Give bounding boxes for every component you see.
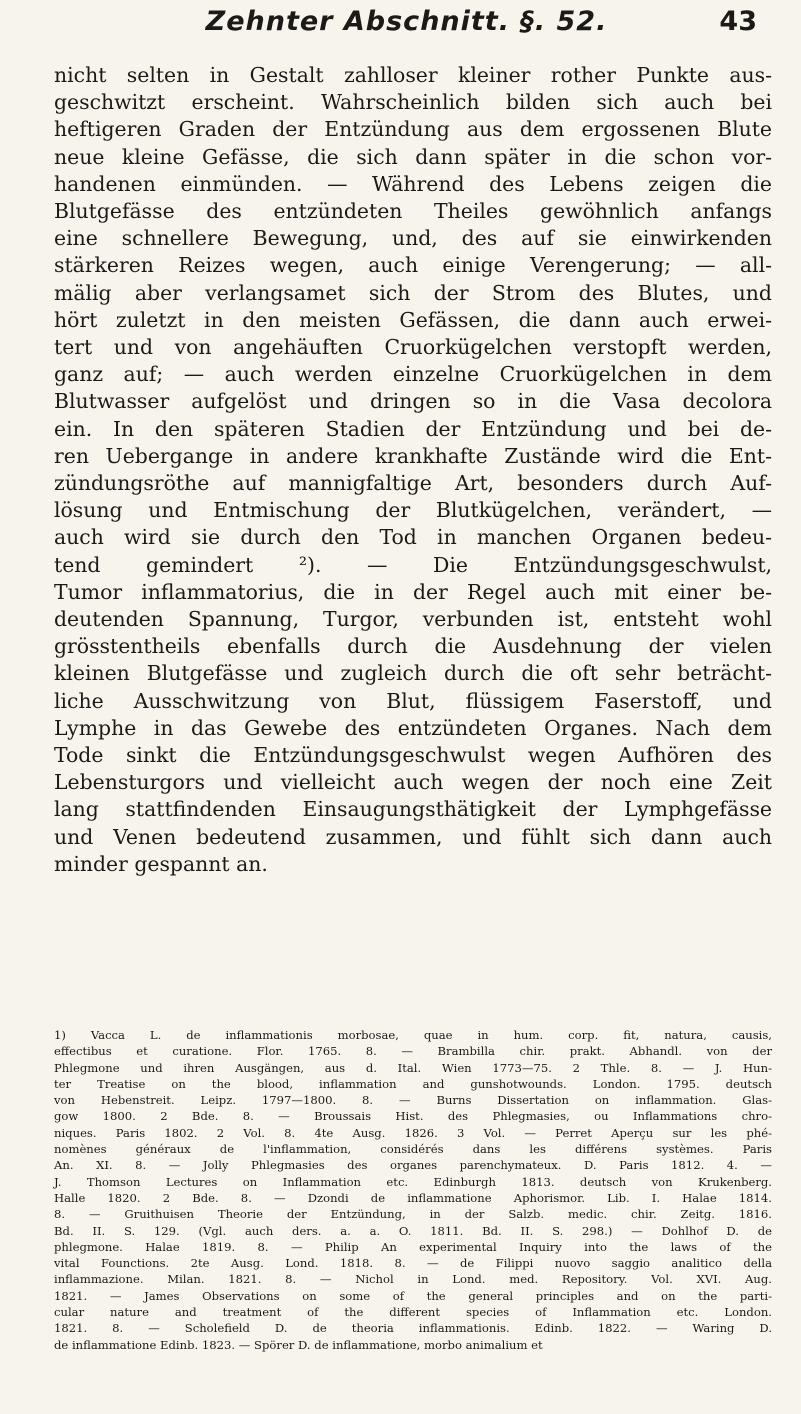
- footnote-line: de inflammatione Edinb. 1823. — Spörer D. de inflammatione, morbo animalium et: [54, 1337, 543, 1352]
- text-line: heftigeren Graden der Entzündung aus dem ergossenen Blute: [54, 117, 772, 142]
- footnote-line: 1821. — James Observations on some of the general principles and on the parti-: [54, 1288, 772, 1303]
- footnote-line: Halle 1820. 2 Bde. 8. — Dzondi de inflammatione Aphorismor. Lib. I. Halae 1814.: [54, 1190, 772, 1205]
- text-line: und Venen bedeutend zusammen, und fühlt sich dann auch: [54, 824, 772, 849]
- footnote-line: vital Founctions. 2te Ausg. Lond. 1818. 8. — de Filippi nuovo saggio analitico della: [54, 1256, 772, 1271]
- footnote-line: 1821. 8. — Scholefield D. de theoria inflammationis. Edinb. 1822. — Waring D.: [54, 1321, 772, 1336]
- text-line: Lymphe in das Gewebe des entzündeten Organes. Nach dem: [54, 715, 772, 740]
- footnote-line: J. Thomson Lectures on Inflammation etc. Edinburgh 1813. deutsch von Krukenberg.: [54, 1174, 772, 1189]
- footnote-line: von Hebenstreit. Leipz. 1797—1800. 8. — Burns Dissertation on inflammation. Glas-: [54, 1093, 772, 1108]
- text-line: ganz auf; — auch werden einzelne Cruorkügelchen in dem: [54, 362, 772, 387]
- footnote-line: An. XI. 8. — Jolly Phlegmasies des organes parenchymateux. D. Paris 1812. 4. —: [54, 1158, 772, 1173]
- footnote-line: 8. — Gruithuisen Theorie der Entzündung, in der Salzb. medic. chir. Zeitg. 1816.: [54, 1207, 772, 1222]
- text-line: kleinen Blutgefässe und zugleich durch die oft sehr beträcht-: [54, 661, 772, 686]
- text-line: lösung und Entmischung der Blutkügelchen, verändert, —: [54, 498, 772, 523]
- footnote-line: effectibus et curatione. Flor. 1765. 8. — Brambilla chir. prakt. Abhandl. von der: [54, 1044, 772, 1059]
- text-line: Blutgefässe des entzündeten Theiles gewöhnlich anfangs: [54, 199, 772, 224]
- footnotes: [54, 1027, 772, 1353]
- footnote-line: inflammazione. Milan. 1821. 8. — Nichol in Lond. med. Repository. Vol. XVI. Aug.: [54, 1272, 772, 1287]
- text-line: Tode sinkt die Entzündungsgeschwulst wegen Aufhören des: [54, 743, 772, 768]
- running-head: [56, 6, 757, 46]
- footnote-line: nomènes généraux de l'inflammation, considérés dans les différens systèmes. Paris: [54, 1142, 772, 1157]
- page-number: 43: [719, 6, 757, 37]
- footnote-line: cular nature and treatment of the different species of Inflammation etc. London.: [54, 1305, 772, 1320]
- text-line: ren Uebergange in andere krankhafte Zustände wird die Ent-: [54, 443, 772, 468]
- footnote-line: ter Treatise on the blood, inflammation and gunshotwounds. London. 1795. deutsch: [54, 1076, 772, 1091]
- footnote-line: 1) Vacca L. de inflammationis morbosae, quae in hum. corp. fit, natura, causis,: [54, 1028, 772, 1042]
- main-text: [54, 62, 772, 878]
- text-line: nicht selten in Gestalt zahlloser kleiner rother Punkte aus-: [54, 63, 772, 87]
- text-line: liche Ausschwitzung von Blut, flüssigem Faserstoff, und: [54, 688, 772, 713]
- text-line: auch wird sie durch den Tod in manchen Organen bedeu-: [54, 525, 772, 550]
- text-line: handenen einmünden. — Während des Lebens zeigen die: [54, 171, 772, 196]
- footnote-line: niques. Paris 1802. 2 Vol. 8. 4te Ausg. 1826. 3 Vol. — Perret Aperçu sur les phé-: [54, 1125, 772, 1140]
- text-line: geschwitzt erscheint. Wahrscheinlich bilden sich auch bei: [54, 90, 772, 115]
- text-line: zündungsröthe auf mannigfaltige Art, besonders durch Auf-: [54, 471, 772, 496]
- text-line: Tumor inflammatorius, die in der Regel auch mit einer be-: [54, 579, 772, 604]
- footnote-line: Phlegmone und ihren Ausgängen, aus d. Ital. Wien 1773—75. 2 Thle. 8. — J. Hun-: [54, 1060, 772, 1075]
- text-line: neue kleine Gefässe, die sich dann später in die schon vor-: [54, 144, 772, 169]
- text-line: Lebensturgors und vielleicht auch wegen der noch eine Zeit: [54, 770, 772, 795]
- footnote-line: Bd. II. S. 129. (Vgl. auch ders. a. a. O. 1811. Bd. II. S. 298.) — Dohlhof D. de: [54, 1223, 772, 1238]
- text-line: ein. In den späteren Stadien der Entzündung und bei de-: [54, 416, 772, 441]
- text-line: mälig aber verlangsamet sich der Strom des Blutes, und: [54, 280, 772, 305]
- text-line: stärkeren Reizes wegen, auch einige Verengerung; — all-: [54, 253, 772, 278]
- text-line: lang stattfindenden Einsaugungsthätigkeit der Lymphgefässe: [54, 797, 772, 822]
- text-line: hört zuletzt in den meisten Gefässen, die dann auch erwei-: [54, 307, 772, 332]
- text-line: tert und von angehäuften Cruorkügelchen verstopft werden,: [54, 335, 772, 360]
- text-line: minder gespannt an.: [54, 851, 268, 876]
- text-line: Blutwasser aufgelöst und dringen so in die Vasa decolora: [54, 389, 772, 414]
- section-title: Zehnter Abschnitt. §. 52.: [205, 6, 608, 37]
- text-line: grösstentheils ebenfalls durch die Ausdehnung der vielen: [54, 634, 772, 659]
- text-line: tend gemindert ²). — Die Entzündungsgeschwulst,: [54, 552, 772, 577]
- text-line: eine schnellere Bewegung, und, des auf sie einwirkenden: [54, 226, 772, 251]
- footnote-line: phlegmone. Halae 1819. 8. — Philip An experimental Inquiry into the laws of the: [54, 1239, 772, 1254]
- footnote-line: gow 1800. 2 Bde. 8. — Broussais Hist. des Phlegmasies, ou Inflammations chro-: [54, 1109, 772, 1124]
- text-line: deutenden Spannung, Turgor, verbunden ist, entsteht wohl: [54, 607, 772, 632]
